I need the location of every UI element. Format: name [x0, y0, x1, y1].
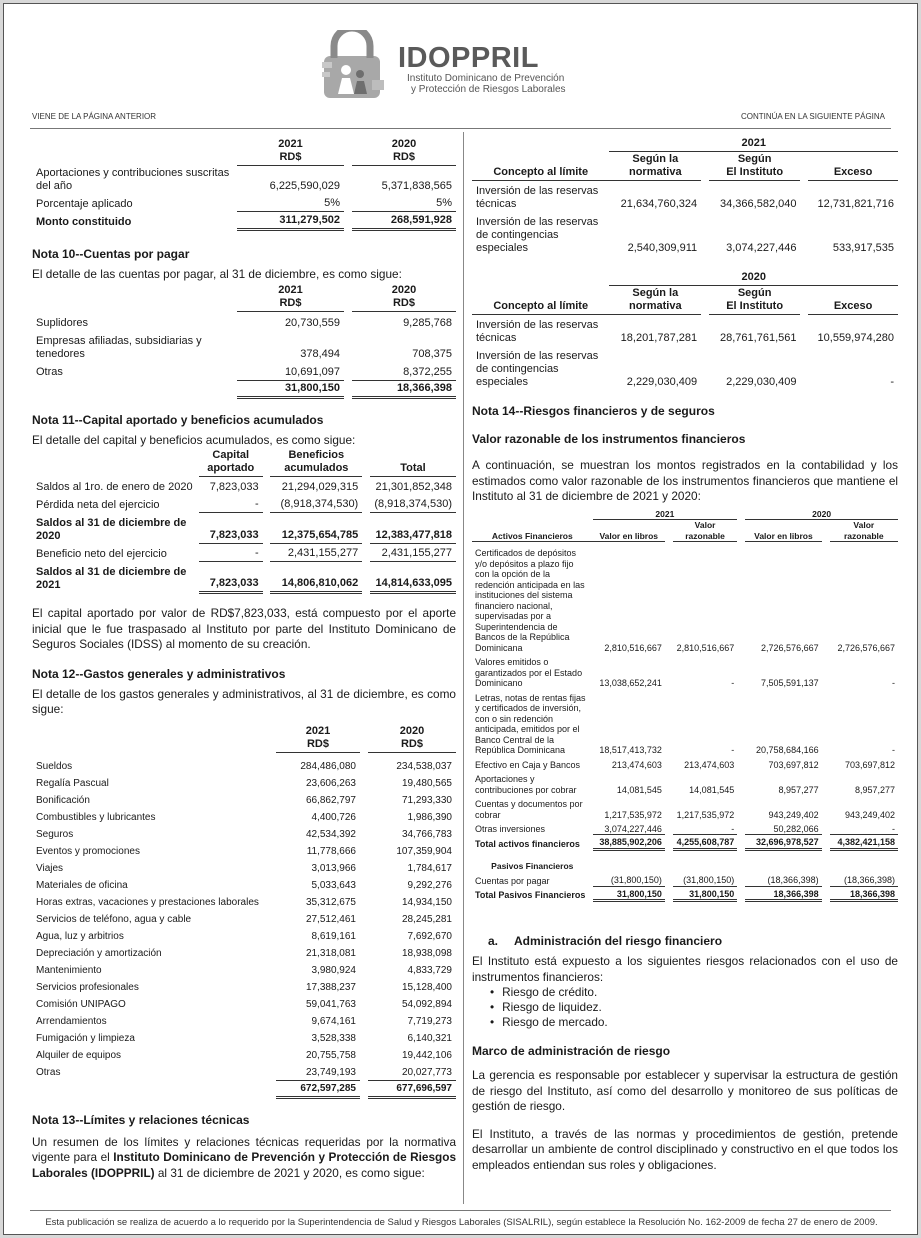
right-column — [472, 132, 898, 1173]
table-row: Otras inversiones 3,074,227,446 - 50,282,066 - — [472, 820, 898, 835]
table-total-row: Monto constituido 311,279,502 268,591,928 — [32, 212, 456, 230]
nota13-title: Nota 13--Límites y relaciones técnicas — [32, 1112, 250, 1127]
table-row: Saldos al 31 de diciembre de 2020 7,823,033 12,375,654,785 12,383,477,818 — [32, 513, 456, 544]
header — [4, 4, 918, 104]
table-row: Certificados de depósitos y/o depósitos a plazo fijo con la opción de la redención anticipada en las instituciones del sistema financiero nacional, supervisadas por a Superintendencia de Bancos de la República Dominicana 2,810,516,667 2,810,516,667 2,726,576,667 2,726,576,667 — [475, 548, 895, 653]
table-row: Regalía Pascual 23,606,263 19,480,565 — [36, 778, 452, 789]
footer-note: Esta publicación se realiza de acuerdo a lo requerido por la Superintendencia de Salud y Riesgos Laborales (SISALRIL), según establece la Resolución No. 162-2009 de fecha 27 de enero de 2009. — [45, 1217, 878, 1228]
nota11-paragraph: El capital aportado por valor de RD$7,823,033, está compuesto por el aporte inicial que le fue traspasado al Instituto por parte del Instituto Dominicano de Seguros Sociales (IDSS) al momento de su creación. — [32, 606, 456, 651]
table-row: Inversión de las reservas técnicas 18,201,787,281 28,761,761,561 10,559,974,280 — [476, 319, 894, 344]
table-row: Fumigación y limpieza 3,528,338 6,140,321 — [36, 1033, 452, 1044]
table-row: Inversión de las reservas de contingencias especiales 2,540,309,911 3,074,227,446 533,917,535 — [476, 216, 894, 254]
nota10-intro: El detalle de las cuentas por pagar, al 31 de diciembre, es como sigue: — [32, 267, 402, 281]
nota14-title: Nota 14--Riesgos financieros y de seguros — [472, 404, 715, 418]
table-row: Pérdida neta del ejercicio - (8,918,374,530) (8,918,374,530) — [32, 495, 456, 513]
table-row: Viajes 3,013,966 1,784,617 — [36, 863, 452, 874]
list-item: • Riesgo de liquidez. — [490, 1000, 898, 1015]
table-row: Seguros 42,534,392 34,766,783 — [36, 829, 452, 840]
table-total-row: 31,800,150 18,366,398 — [32, 380, 456, 397]
table-row: Servicios profesionales 17,388,237 15,128,400 — [36, 982, 452, 993]
fair-value-rows — [472, 542, 898, 835]
table-row: Comisión UNIPAGO 59,041,763 54,092,894 — [36, 999, 452, 1010]
risk-paragraph-2: La gerencia es responsable por establecer y supervisar la estructura de gestión de riesgo del Instituto, así como del desarrollo y monitoreo de sus políticas de gestión de riesgo. — [472, 1068, 898, 1113]
table-total-row: 672,597,285 677,696,597 — [32, 1080, 456, 1097]
list-item: • Riesgo de mercado. — [490, 1015, 898, 1030]
table-row: Mantenimiento 3,980,924 4,833,729 — [36, 965, 452, 976]
column-divider — [463, 132, 464, 1204]
table-row: Otras 23,749,193 20,027,773 — [32, 1063, 456, 1080]
header-rule — [30, 128, 891, 129]
table-row: Aportaciones y contribuciones suscritas del año 6,225,590,029 5,371,838,565 — [36, 166, 452, 192]
table-row: Alquiler de equipos 20,755,758 19,442,106 — [36, 1050, 452, 1061]
table-row: Suplidores 20,730,559 9,285,768 — [36, 317, 452, 329]
table-row: Cuentas por pagar (31,800,150) (31,800,150) (18,366,398) (18,366,398) — [472, 872, 898, 887]
left-column — [32, 132, 456, 1181]
gastos-table: 2021 RD$ 2020 RD$ Sueldos 284,486,080 234,538,037 Regalía Pascual 23,606,263 19,480,565 Bonificación 66,862,797 71,293,330 Combustibles y lubricantes 4,400,726 1,986,390 Seguros 42,534,392 34,766,783 Eventos y promociones 11,778,666 107,359,904 Viajes 3,013,966 1,784,617 Materiales de oficina 5,033,643 9,292,276 Horas extras, vacaciones y prestaciones laborales 35,312,675 14,934,150 Servicios de teléfono, agua y cable 27,512,461 28,245,281 Agua, luz y arbitrios 8,619,161 7,692,670 Depreciación y amortización 21,318,081 18,938,098 Mantenimiento 3,980,924 4,833,729 Servicios profesionales 17,388,237 15,128,400 Comisión UNIPAGO 59,041,763 54,092,894 Arrendamientos 9,674,161 7,719,273 Fumigación y limpieza 3,528,338 6,140,321 Alquiler de equipos 20,755,758 19,442,106 Otras 23,749,193 20,027,773 672,597,285 677,696,597 — [32, 724, 456, 1099]
table-row: Beneficio neto del ejercicio - 2,431,155,277 2,431,155,277 — [32, 544, 456, 562]
table-row: Sueldos 284,486,080 234,538,037 — [36, 761, 452, 772]
table-row: Bonificación 66,862,797 71,293,330 — [36, 795, 452, 806]
risk-paragraph-1: El Instituto está expuesto a los siguientes riesgos relacionados con el uso de instrumentos financieros: — [472, 954, 898, 984]
list-item: • Riesgo de crédito. — [490, 985, 898, 1000]
table-row: Aportaciones y contribuciones por cobrar 14,081,545 14,081,545 8,957,277 8,957,277 — [475, 774, 895, 795]
reserve-table: 2021 RD$ 2020 RD$ Aportaciones y contribuciones suscritas del año 6,225,590,029 5,371,838,565 Porcentaje aplicado 5% 5% Monto constituido 311,279,502 268,591,928 — [32, 137, 456, 231]
nota11-intro: El detalle del capital y beneficios acumulados, es como sigue: — [32, 432, 356, 447]
logo-title: IDOPPRIL — [398, 42, 539, 74]
table-row: Eventos y promociones 11,778,666 107,359,904 — [36, 846, 452, 857]
limits-2021-table: 2021 Concepto al límite Según la normativa Según El Instituto Exceso Inversión de las reservas técnicas 21,634,760,324 34,366,582,040 12,731,821,716 Inversión de las reservas de contingencias especiales 2,540,309,911 3,074,227,446 533,917,535 — [472, 136, 898, 256]
table-row: Servicios de teléfono, agua y cable 27,512,461 28,245,281 — [36, 914, 452, 925]
nota11-title: Nota 11--Capital aportado y beneficios acumulados — [32, 412, 324, 427]
table-row: Materiales de oficina 5,033,643 9,292,276 — [36, 880, 452, 891]
nota13-paragraph: Un resumen de los límites y relaciones técnicas requeridas por la normativa vigente para el Instituto Dominicano de Prevención y Protección de Riesgos Laborales (IDOPPRIL) al 31 de diciembre de 2021 y 2020, es como sigue: — [32, 1134, 456, 1180]
cuentas-por-pagar-table: 2021 RD$ 2020 RD$ Suplidores 20,730,559 9,285,768 Empresas afiliadas, subsidiarias y tenedores 378,494 708,375 Otras 10,691,097 8,372,255 31,800,150 18,366,398 — [32, 283, 456, 399]
table-row: Otras 10,691,097 8,372,255 — [32, 362, 456, 380]
capital-table: Capital aportado Beneficios acumulados Total Saldos al 1ro. de enero de 2020 7,823,033 21,294,029,315 21,301,852,348 Pérdida neta del ejercicio - (8,918,374,530) (8,918,374,530) Saldos al 31 de diciembre de 2020 7,823,033 12,375,654,785 12,383,477,818 Beneficio neto del ejercicio - 2,431,155,277 2,431,155,277 Saldos al 31 de diciembre de 2021 7,823,033 14,806,810,062 14,814,633,095 — [32, 448, 456, 594]
nota12-intro: El detalle de los gastos generales y administrativos, al 31 de diciembre, es como sigue: — [32, 686, 456, 716]
table-row: Saldos al 1ro. de enero de 2020 7,823,033 21,294,029,315 21,301,852,348 — [36, 480, 452, 493]
nota14-intro: A continuación, se muestran los montos registrados en la contabilidad y los estimados como valor razonable de los instrumentos financieros que mantiene el Instituto al 31 de diciembre de 2021 y 2020: — [472, 458, 898, 503]
footer-rule — [30, 1210, 891, 1211]
table-row: Inversión de las reservas técnicas 21,634,760,324 34,366,582,040 12,731,821,716 — [476, 185, 894, 210]
table-row: Empresas afiliadas, subsidiarias y tenedores 378,494 708,375 — [36, 335, 452, 360]
table-row: Depreciación y amortización 21,318,081 18,938,098 — [36, 948, 452, 959]
marco-title: Marco de administración de riesgo — [472, 1044, 671, 1058]
table-total-row: Saldos al 31 de diciembre de 2021 7,823,033 14,806,810,062 14,814,633,095 — [32, 562, 456, 593]
running-head-left: VIENE DE LA PÁGINA ANTERIOR — [32, 112, 157, 121]
idoppril-logo-icon — [320, 30, 396, 102]
table-row: Valores emitidos o garantizados por el Estado Dominicano 13,038,652,241 - 7,505,591,137 - — [475, 657, 895, 688]
newspaper-page — [3, 3, 918, 1235]
table-row: Inversión de las reservas de contingencias especiales 2,229,030,409 2,229,030,409 - — [476, 350, 894, 388]
risk-list — [472, 985, 898, 1030]
nota14-subtitle: Valor razonable de los instrumentos financieros — [472, 432, 746, 446]
table-row: Horas extras, vacaciones y prestaciones laborales 35,312,675 14,934,150 — [36, 897, 452, 908]
table-row: Efectivo en Caja y Bancos 213,474,603 213,474,603 703,697,812 703,697,812 — [475, 759, 895, 770]
table-total-row: Total activos financieros 38,885,902,206 4,255,608,787 32,696,978,527 4,382,421,158 — [472, 835, 898, 850]
table-row: Porcentaje aplicado 5% 5% — [32, 194, 456, 212]
table-row: Arrendamientos 9,674,161 7,719,273 — [36, 1016, 452, 1027]
logo-subtitle: Instituto Dominicano de Prevención y Protección de Riesgos Laborales — [407, 73, 566, 95]
risk-a-title: a. Administración del riesgo financiero — [488, 934, 723, 948]
nota10-title: Nota 10--Cuentas por pagar — [32, 247, 190, 261]
table-row: Letras, notas de rentas fijas y certificados de inversión, con o sin redención anticipada, emitidos por el Banco Central de la República Dominicana 18,517,413,732 - 20,758,684,166 - — [475, 692, 895, 755]
running-head-right: CONTINÚA EN LA SIGUIENTE PÁGINA — [740, 112, 885, 121]
risk-paragraph-3: El Instituto, a través de las normas y procedimientos de gestión, pretende desarrollar un ambiente de control disciplinado y constructivo en el que todos los empleados entiendan sus roles y obligaciones. — [472, 1126, 898, 1172]
table-row: Cuentas y documentos por cobrar 1,217,535,972 1,217,535,972 943,249,402 943,249,402 — [475, 799, 895, 820]
table-row: Combustibles y lubricantes 4,400,726 1,986,390 — [36, 812, 452, 823]
nota12-title: Nota 12--Gastos generales y administrativos — [32, 666, 286, 681]
fair-value-table: 2021 2020 Activos Financieros Valor en libros Valor razonable Valor en libros Valor razonable Certificados de depósitos y/o depósitos a plazo fijo con la opción de la redención anticipada en las instituciones del sistema financiero nacional, supervisadas por a Superintendencia de Bancos de la República Dominicana 2,810,516,667 2,810,516,667 2,726,576,667 2,726,576,667 Valores emitidos o garantizados por el Estado Dominicano 13,038,652,241 - 7,505,591,137 - Letras, notas de rentas fijas y certificados de inversión, con o sin redención anticipada, emitidos por el Banco Central de la República Dominicana 18,517,413,732 - 20,758,684,166 - Efectivo en Caja y Bancos 213,474,603 213,474,603 703,697,812 703,697,812 Aportaciones y contribuciones por cobrar 14,081,545 14,081,545 8,957,277 8,957,277 Cuentas y documentos por cobrar 1,217,535,972 1,217,535,972 943,249,402 943,249,402 Otras inversiones 3,074,227,446 - 50,282,066 - Total activos financieros 38,885,902,206 4,255,608,787 32,696,978,527 4,382,421,158 Pasivos Financieros Cuentas por pagar (31,800,150) (31,800,150) (18,366,398) (18,366,398) Total Pasivos Financieros 31,800,150 31,800,150 18,366,398 18,366,398 — [472, 509, 898, 903]
gastos-rows — [32, 752, 456, 1080]
table-total-row: Total Pasivos Financieros 31,800,150 31,800,150 18,366,398 18,366,398 — [472, 886, 898, 901]
limits-2020-table: 2020 Concepto al límite Según la normativa Según El Instituto Exceso Inversión de las reservas técnicas 18,201,787,281 28,761,761,561 10,559,974,280 Inversión de las reservas de contingencias especiales 2,229,030,409 2,229,030,409 - — [472, 270, 898, 390]
table-row: Agua, luz y arbitrios 8,619,161 7,692,670 — [36, 931, 452, 942]
